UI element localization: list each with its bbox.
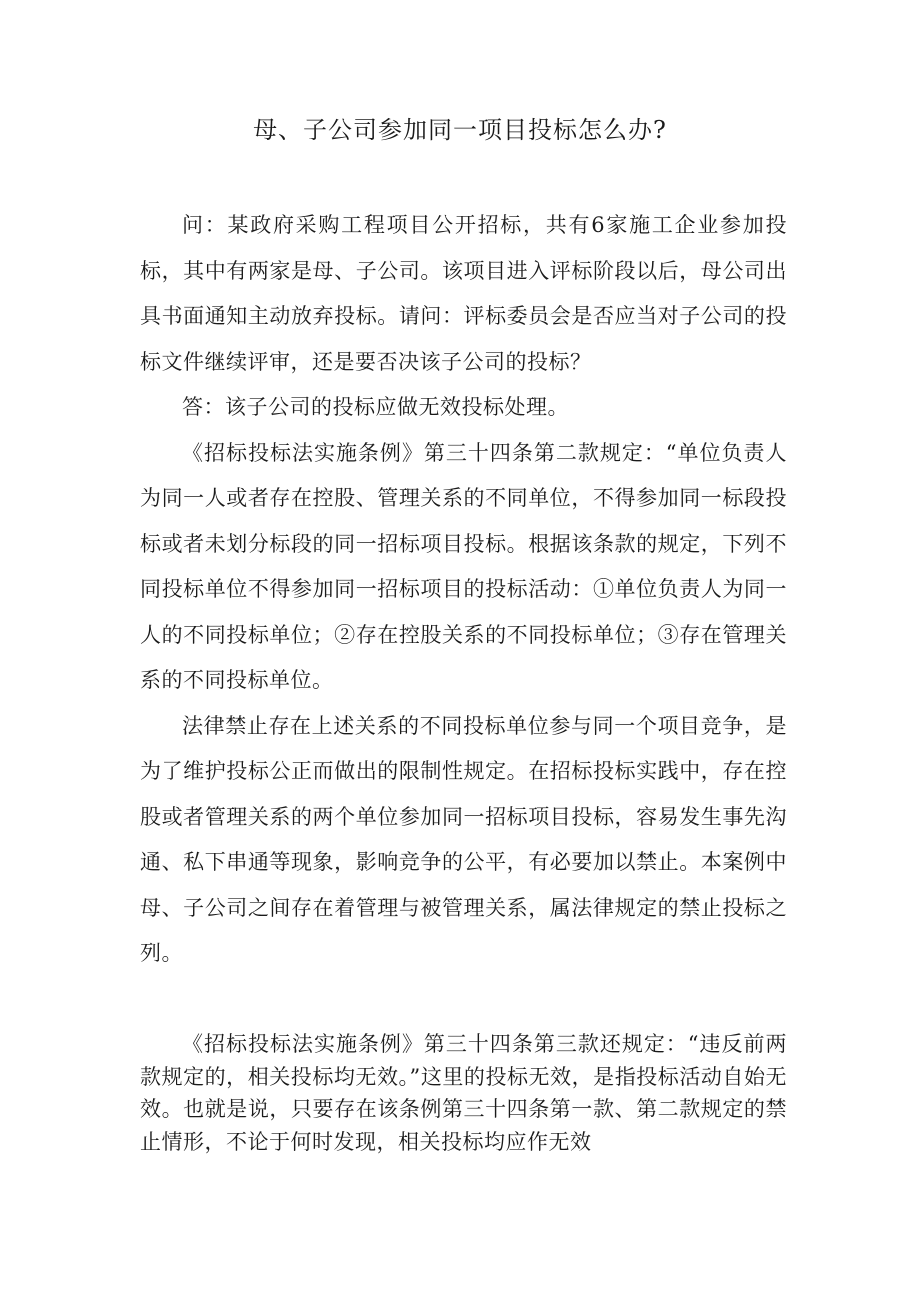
body-text xyxy=(140,203,787,977)
paragraph-article-34-3: 《招标投标法实施条例》第三十四条第三款还规定：“违反前两款规定的，相关投标均无效。”这里的投标无效，是指投标活动自始无效。也就是说，只要存在该条例第三十四条第一款、第二款规定的禁止情形，不论于何时发现，相关投标均应作无效 xyxy=(140,1032,787,1154)
paragraph-explanation: 法律禁止存在上述关系的不同投标单位参与同一个项目竞争，是为了维护投标公正而做出的限制性规定。在招标投标实践中，存在控股或者管理关系的两个单位参加同一招标项目投标，容易发生事先沟通、私下串通等现象，影响竞争的公平，有必要加以禁止。本案例中母、子公司之间存在着管理与被管理关系，属法律规定的禁止投标之列。 xyxy=(140,713,787,965)
paragraph-question: 问：某政府采购工程项目公开招标，共有6家施工企业参加投标，其中有两家是母、子公司。该项目进入评标阶段以后，母公司出具书面通知主动放弃投标。请问：评标委员会是否应当对子公司的投标文件继续评审，还是要否决该子公司的投标？ xyxy=(140,213,787,374)
paragraph-article-34-2: 《招标投标法实施条例》第三十四条第二款规定：“单位负责人为同一人或者存在控股、管理关系的不同单位，不得参加同一标段投标或者未划分标段的同一招标项目投标。根据该条款的规定，下列不同投标单位不得参加同一招标项目的投标活动：①单位负责人为同一人的不同投标单位；②存在控股关系的不同投标单位；③存在管理关系的不同投标单位。 xyxy=(140,440,787,692)
body-text-continued xyxy=(140,1028,787,1158)
paragraph-answer: 答：该子公司的投标应做无效投标处理。 xyxy=(182,395,569,419)
page-title: 母、子公司参加同一项目投标怎么办? xyxy=(253,116,667,144)
